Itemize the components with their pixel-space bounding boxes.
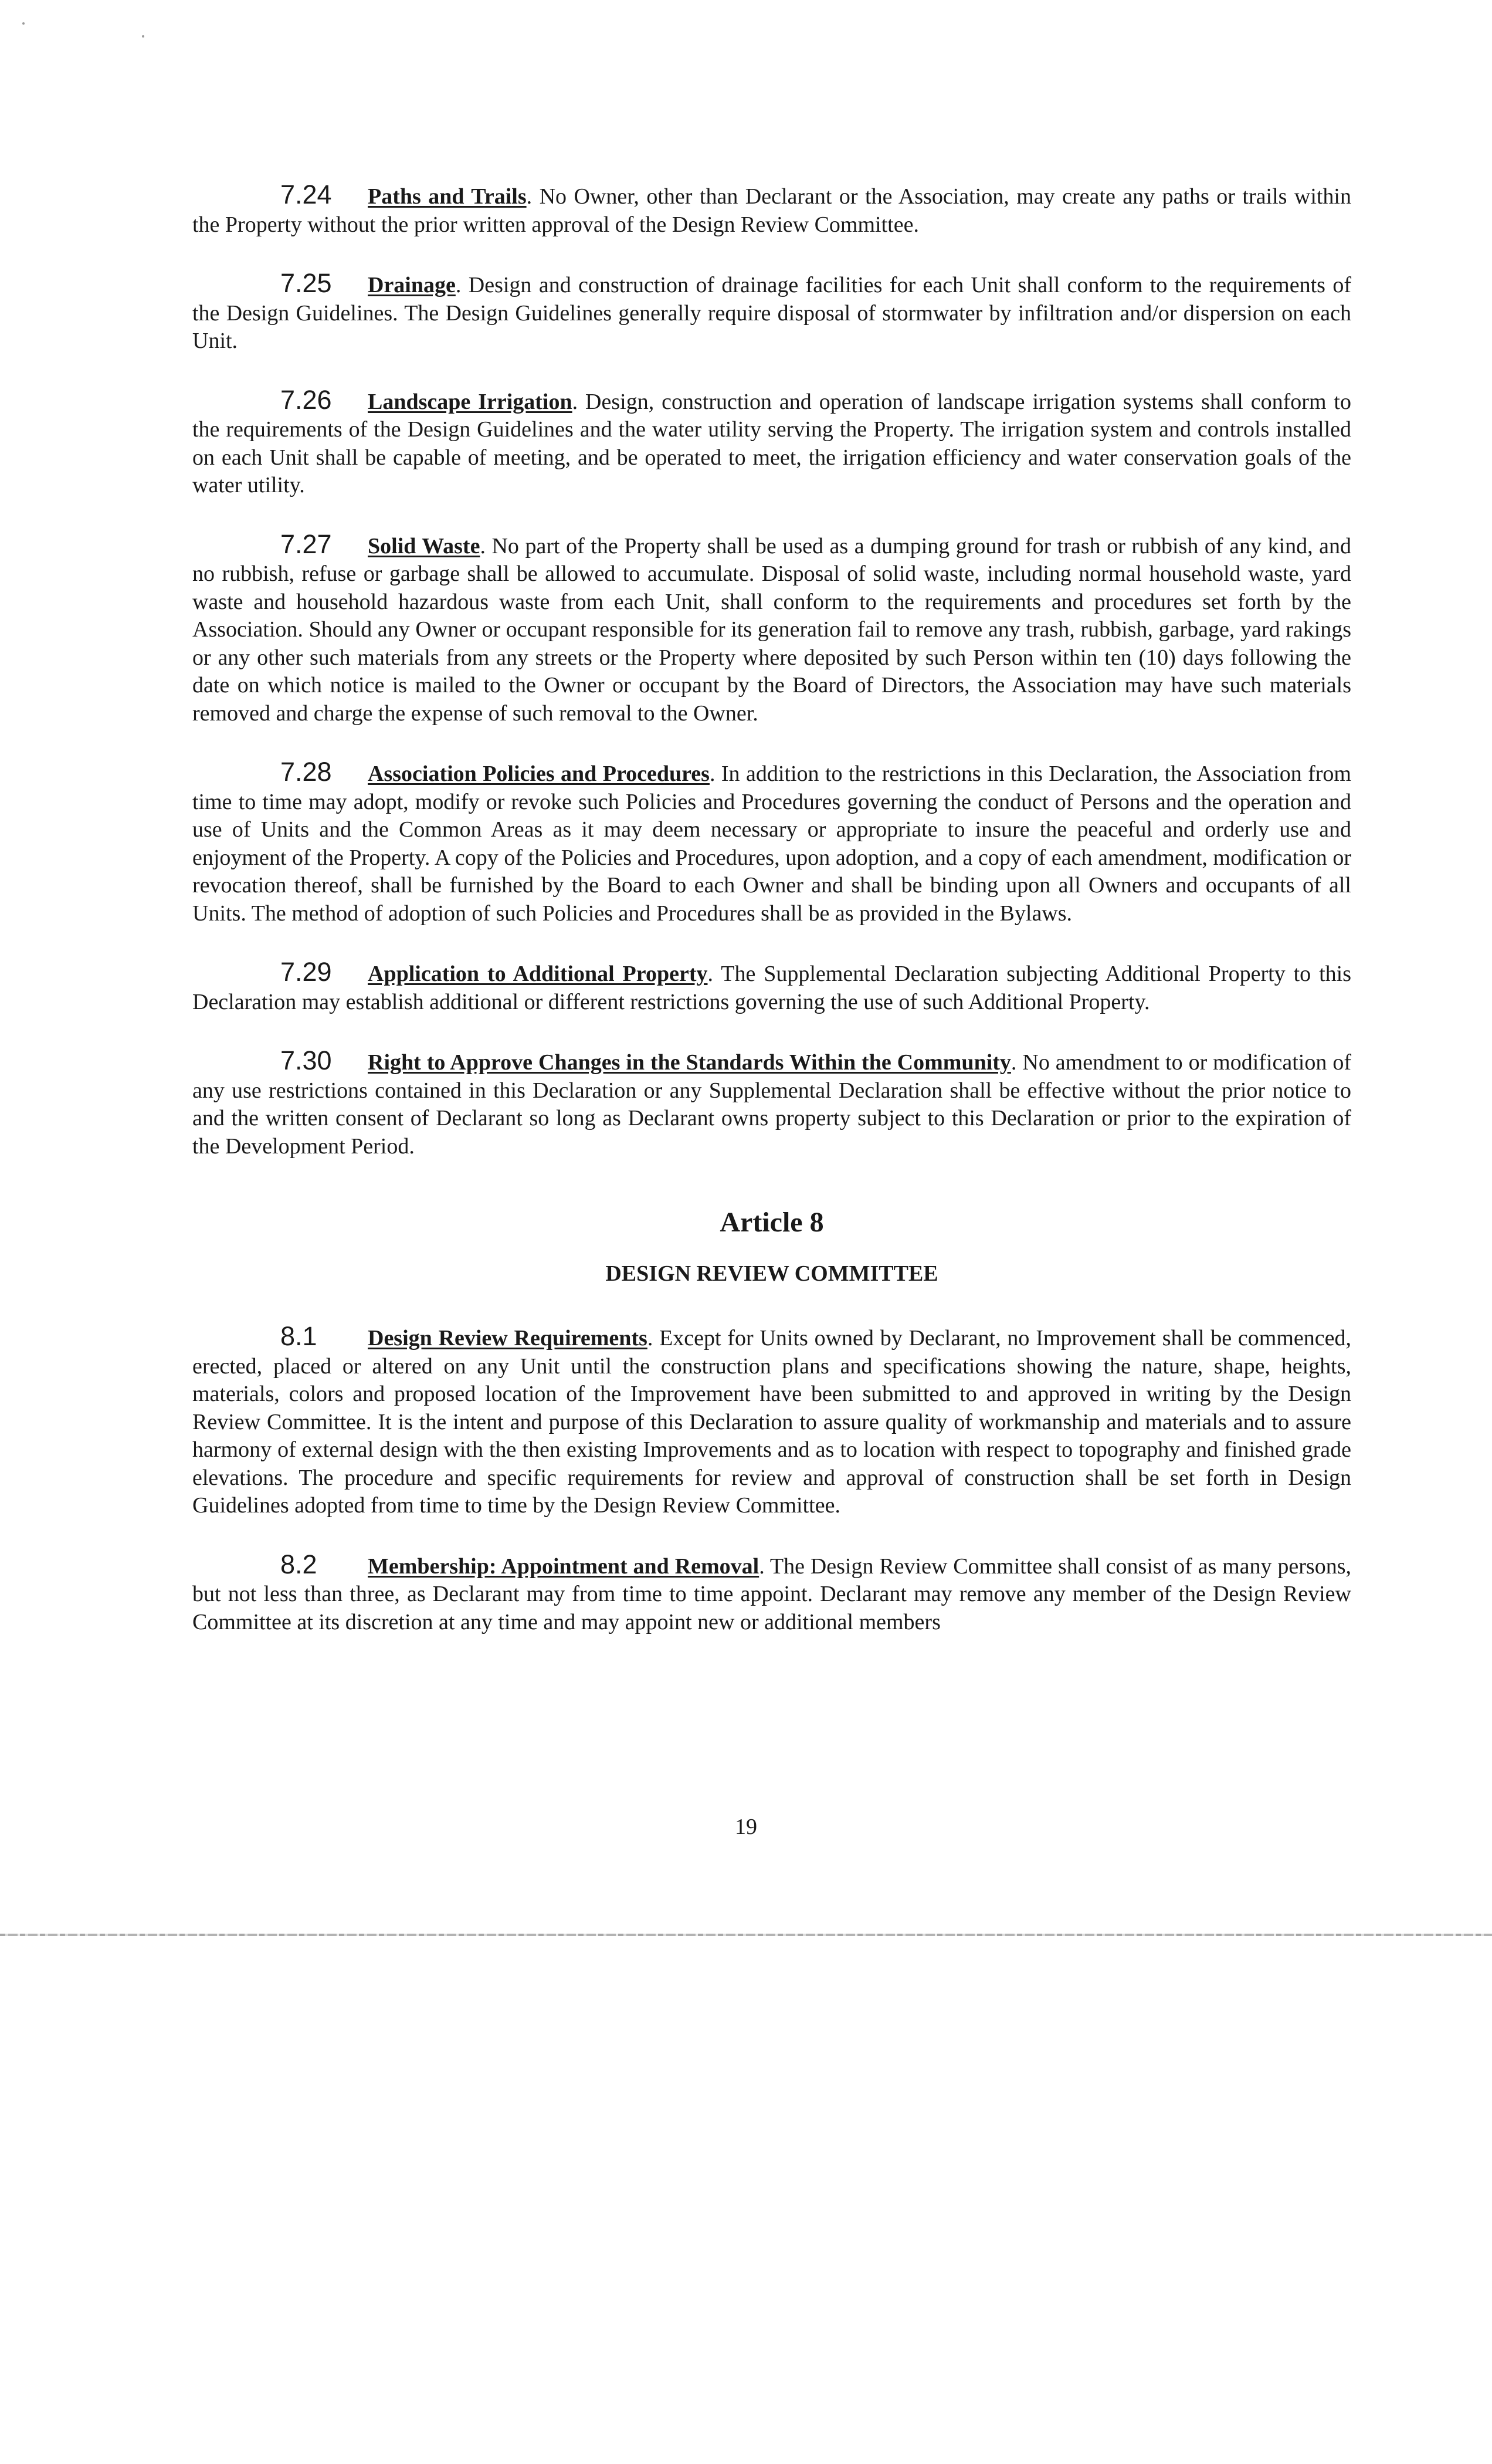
section-text: . Design and construction of drainage facilities for each Unit shall conform to the requirements of the Design Guidelines. The Design Guidelines generally require disposal of stormwater by infiltration and/or dispersion on each Unit.	[192, 273, 1351, 353]
section-heading: Drainage	[368, 273, 456, 297]
section-7-27	[192, 530, 1351, 728]
section-text: . Design, construction and operation of landscape irrigation systems shall conform to the requirements of the Design Guidelines and the water utility serving the Property. The irrigation system and controls installed on each Unit shall be capable of meeting, and be operated to meet, the irrigation efficiency and water conservation goals of the water utility.	[192, 389, 1351, 497]
section-number: 7.24	[280, 180, 332, 209]
section-7-28	[192, 758, 1351, 928]
section-7-30	[192, 1047, 1351, 1160]
section-heading: Landscape Irrigation	[368, 389, 572, 414]
article-title: Article 8	[720, 1207, 824, 1238]
scan-speck	[22, 22, 25, 25]
section-8-1	[192, 1322, 1351, 1520]
section-number: 7.30	[280, 1045, 332, 1075]
section-heading: Right to Approve Changes in the Standards Within the Community	[368, 1050, 1011, 1075]
section-heading: Membership: Appointment and Removal	[368, 1553, 759, 1579]
section-heading: Design Review Requirements	[368, 1326, 647, 1351]
page-number: 19	[735, 1815, 757, 1839]
section-number: 7.29	[280, 957, 332, 987]
section-7-29	[192, 958, 1351, 1016]
section-heading: Paths and Trails	[368, 184, 527, 209]
document-body	[192, 181, 1351, 1667]
section-text: . No Owner, other than Declarant or the Association, may create any paths or trails within the Property without the prior written approval of the Design Review Committee.	[192, 184, 1351, 237]
section-heading: Application to Additional Property	[368, 962, 708, 986]
section-text: . The Supplemental Declaration subjecting Additional Property to this Declaration may establish additional or different restrictions governing the use of such Additional Property.	[192, 962, 1351, 1014]
section-text: . In addition to the restrictions in this Declaration, the Association from time to time may adopt, modify or revoke such Policies and Procedures governing the conduct of Persons and the operation and use of Units and the Common Areas as it may deem necessary or appropriate to insure the peaceful and orderly use and enjoyment of the Property. A copy of the Policies and Procedures, upon adoption, and a copy of each amendment, modification or revocation thereof, shall be furnished by the Board to each Owner and shall be binding upon all Owners and occupants of all Units. The method of adoption of such Policies and Procedures shall be as provided in the Bylaws.	[192, 761, 1351, 926]
section-number: 7.25	[280, 268, 332, 298]
section-number: 8.2	[280, 1549, 317, 1579]
section-7-24	[192, 181, 1351, 239]
section-heading: Association Policies and Procedures	[368, 761, 710, 786]
section-7-25	[192, 269, 1351, 356]
section-text: . No part of the Property shall be used as a dumping ground for trash or rubbish of any kind, and no rubbish, refuse or garbage shall be allowed to accumulate. Disposal of solid waste, including normal household waste, yard waste and household hazardous waste from each Unit, shall conform to the requirements and procedures set forth by the Association. Should any Owner or occupant responsible for its generation fail to remove any trash, rubbish, garbage, yard rakings or any other such materials from any streets or the Property where deposited by such Person within ten (10) days following the date on which notice is mailed to the Owner or occupant by the Board of Directors, the Association may have such materials removed and charge the expense of such removal to the Owner.	[192, 533, 1351, 726]
section-text: . The Design Review Committee shall consist of as many persons, but not less than three, as Declarant may from time to time appoint. Declarant may remove any member of the Design Review Committee at its discretion at any time and may appoint new or additional members	[192, 1553, 1351, 1634]
section-7-26	[192, 386, 1351, 500]
scan-edge-line	[0, 1934, 1492, 1936]
section-text: . Except for Units owned by Declarant, no Improvement shall be commenced, erected, placed or altered on any Unit until the construction plans and specifications showing the nature, shape, heights, materials, colors and proposed location of the Improvement have been submitted to and approved in writing by the Design Review Committee. It is the intent and purpose of this Declaration to assure quality of workmanship and materials and to assure harmony of external design with the then existing Improvements and as to location with respect to topography and finished grade elevations. The procedure and specific requirements for review and approval of construction shall be set forth in Design Guidelines adopted from time to time by the Design Review Committee.	[192, 1326, 1351, 1518]
section-heading: Solid Waste	[368, 533, 480, 559]
section-number: 7.27	[280, 529, 332, 559]
article-subtitle: DESIGN REVIEW COMMITTEE	[605, 1261, 938, 1286]
section-8-2	[192, 1551, 1351, 1637]
scan-speck	[142, 35, 144, 38]
section-number: 7.28	[280, 757, 332, 787]
section-text: . No amendment to or modification of any use restrictions contained in this Declaration or any Supplemental Declaration shall be effective without the prior notice to and the written consent of Declarant so long as Declarant owns property subject to this Declaration or prior to the expiration of the Development Period.	[192, 1050, 1351, 1159]
section-number: 7.26	[280, 384, 332, 415]
section-number: 8.1	[280, 1321, 317, 1351]
